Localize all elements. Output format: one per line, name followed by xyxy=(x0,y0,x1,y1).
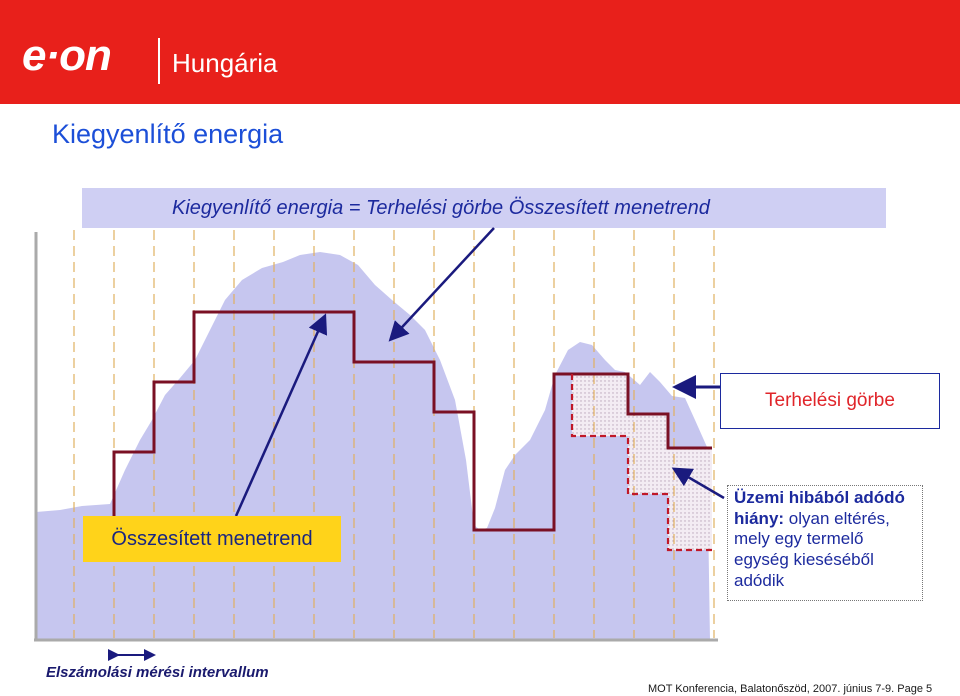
outage-note xyxy=(727,485,923,601)
outage-shortfall-area xyxy=(572,374,628,436)
outage-note-title: Üzemi hibából adódó hiány: xyxy=(734,488,905,528)
schedule-legend: Összesített menetrend xyxy=(83,516,341,562)
eon-logo: e·on xyxy=(22,31,111,80)
logo-subtitle: Hungária xyxy=(172,48,278,78)
page-title: Kiegyenlítő energia xyxy=(52,119,284,149)
formula-arrow xyxy=(392,228,494,338)
interval-label: Elszámolási mérési intervallum xyxy=(46,664,269,681)
formula-text: Kiegyenlítő energia = Terhelési görbe Összesített menetrend xyxy=(172,197,710,219)
footer-text: MOT Konferencia, Balatonőszöd, 2007. június 7-9. Page 5 xyxy=(648,683,933,695)
outage-note-text: olyan eltérés, mely egy termelő egység kieséséből adódik xyxy=(734,508,890,590)
load-curve-area xyxy=(36,252,710,640)
load-curve-legend: Terhelési görbe xyxy=(720,373,940,429)
